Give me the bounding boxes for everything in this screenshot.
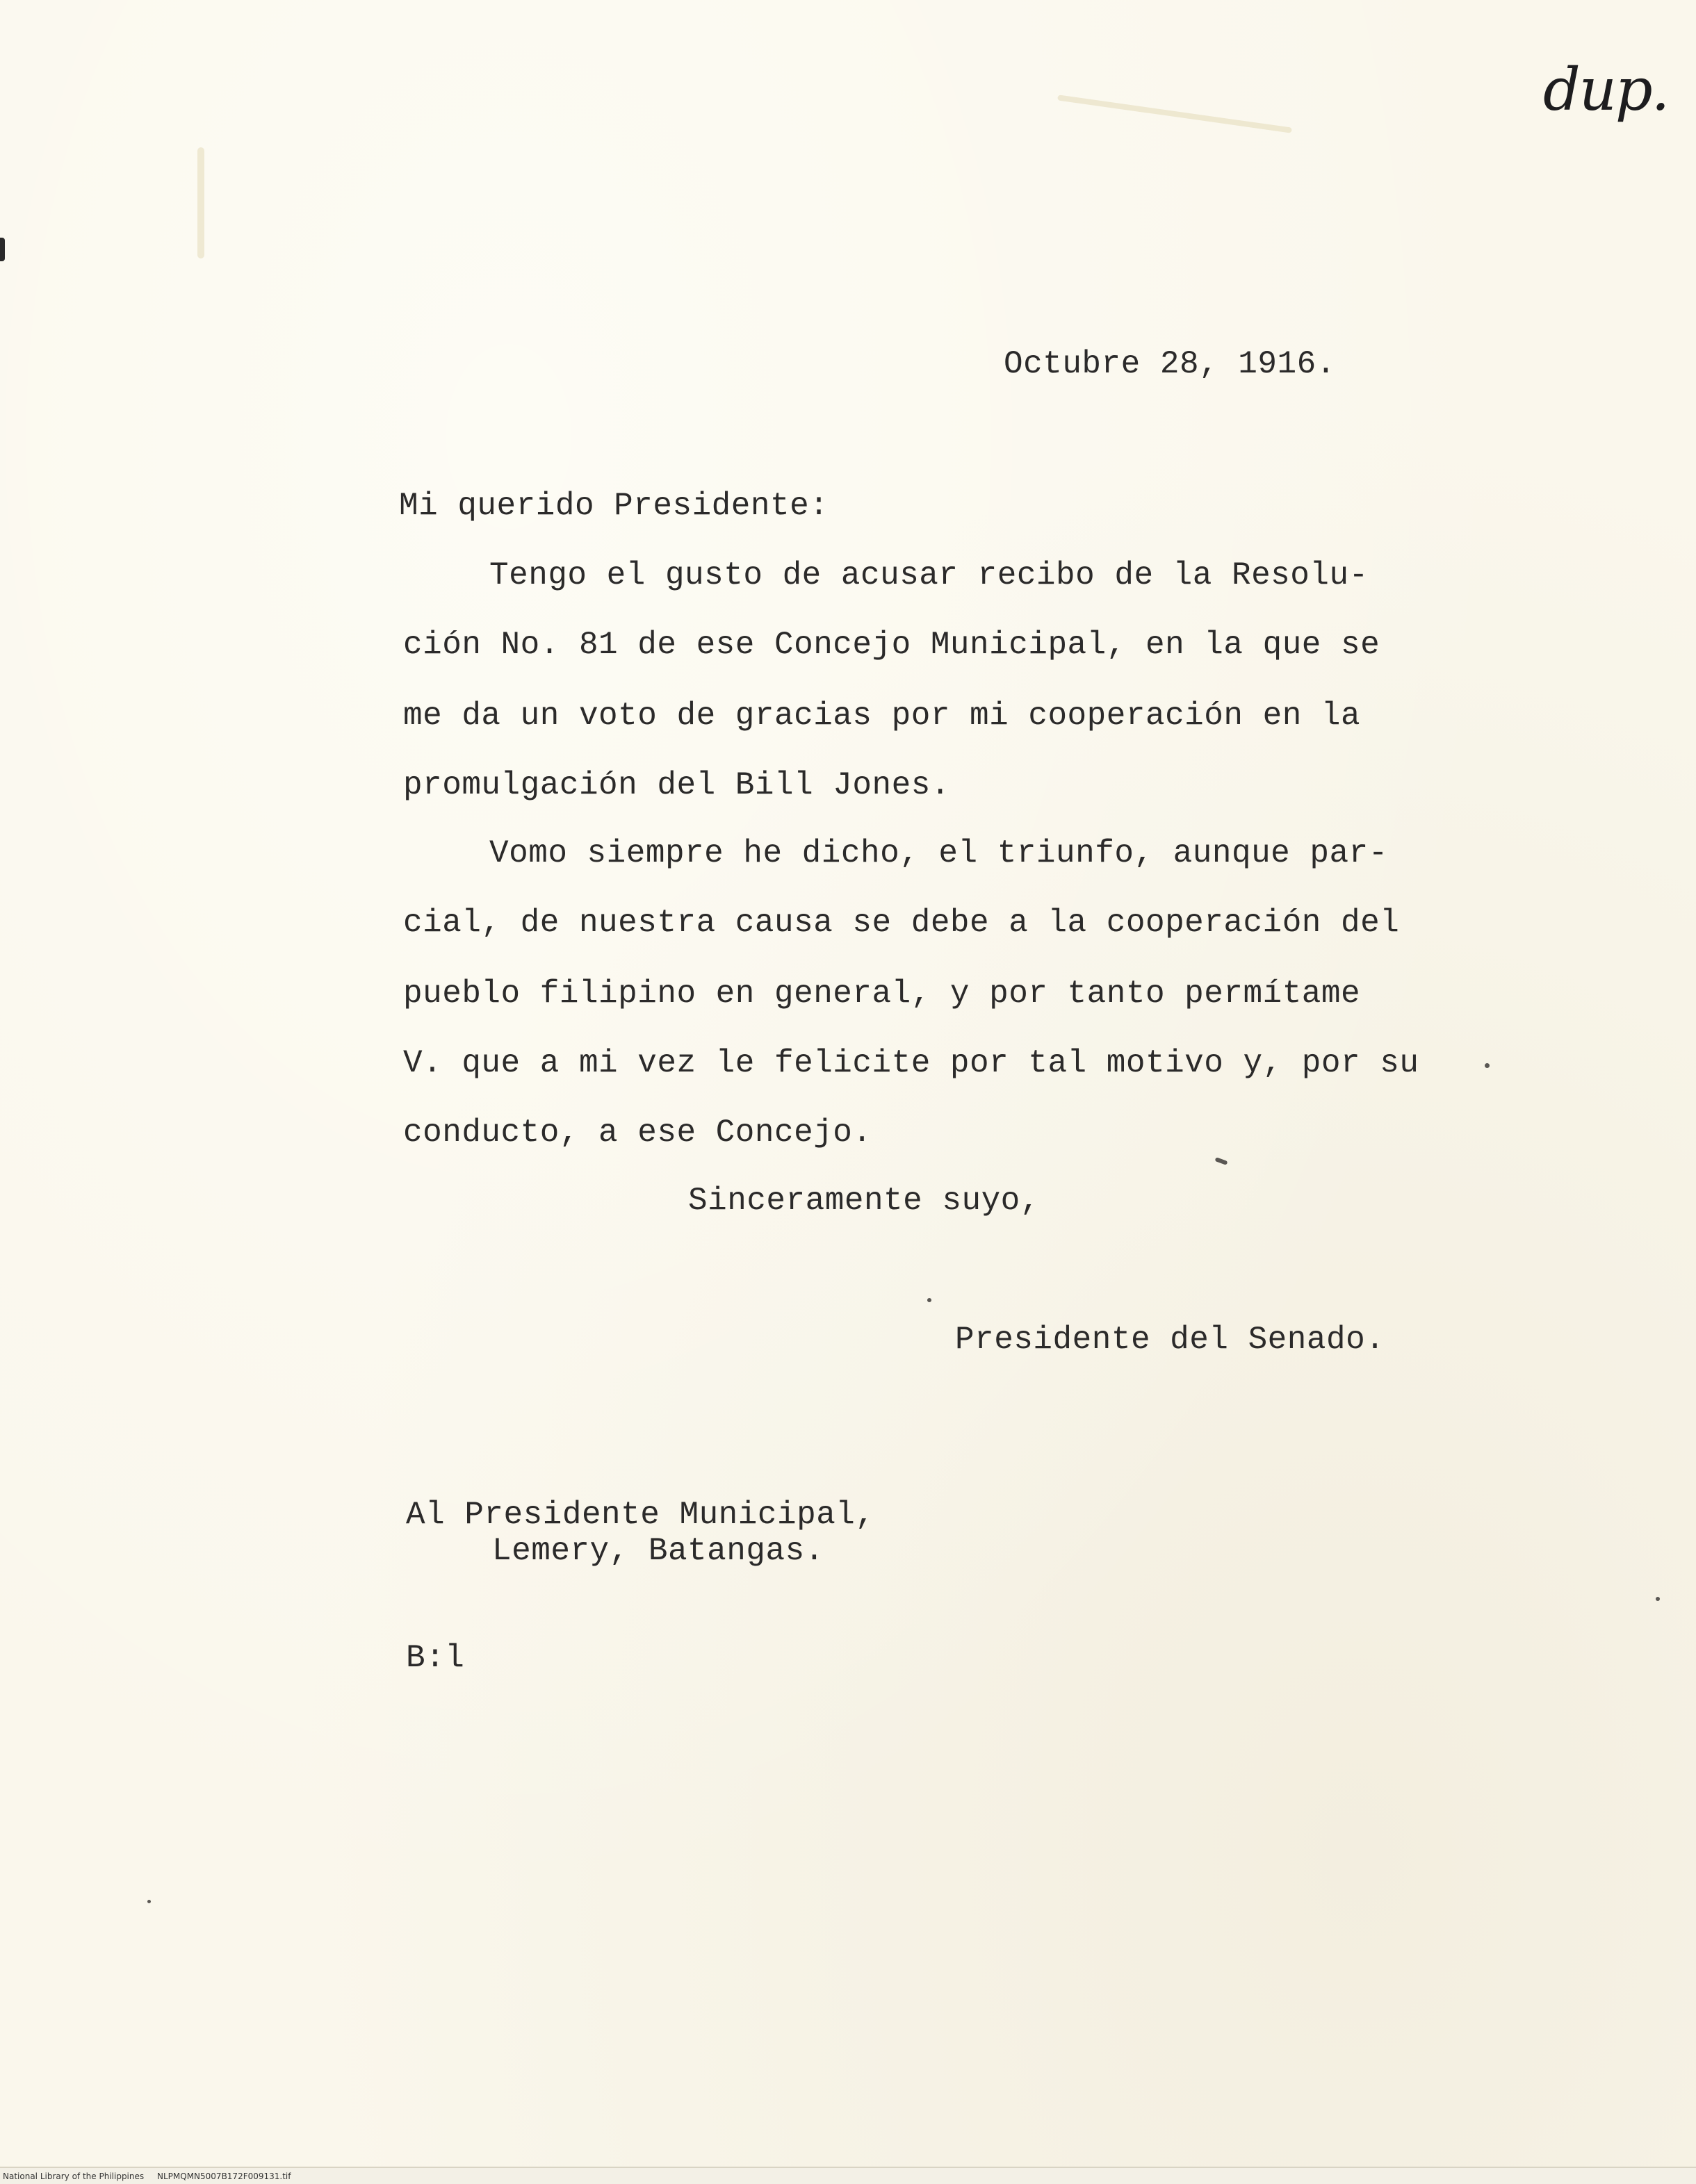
archive-file-id: NLPMQMN5007B172F009131.tif xyxy=(157,2171,291,2181)
paragraph-line: Vomo siempre he dicho, el triunfo, aunque par- xyxy=(489,835,1388,871)
paragraph-line: ción No. 81 de ese Concejo Municipal, en la que se xyxy=(403,627,1380,663)
paragraph-line: V. que a mi vez le felicite por tal motivo y, por su xyxy=(403,1045,1419,1081)
paper-speck xyxy=(1485,1063,1490,1068)
paragraph-line: conducto, a ese Concejo. xyxy=(403,1115,872,1151)
paragraph-line: promulgación del Bill Jones. xyxy=(403,767,950,803)
recipient-line: Lemery, Batangas. xyxy=(492,1533,824,1569)
paper-stain xyxy=(1057,95,1292,133)
paper-stain xyxy=(197,147,204,258)
paper-speck xyxy=(1656,1597,1660,1601)
closing: Sinceramente suyo, xyxy=(688,1183,1040,1219)
recipient-line: Al Presidente Municipal, xyxy=(406,1497,875,1533)
paragraph-line: pueblo filipino en general, y por tanto permítame xyxy=(403,976,1361,1012)
typist-initials: B:l xyxy=(406,1640,465,1676)
archive-footer xyxy=(0,2167,1696,2184)
paragraph-line: Tengo el gusto de acusar recibo de la Resolu- xyxy=(489,557,1369,593)
signature-title: Presidente del Senado. xyxy=(955,1322,1385,1358)
archive-library-name: National Library of the Philippines xyxy=(3,2171,145,2181)
salutation: Mi querido Presidente: xyxy=(399,488,829,524)
scan-edge-mark xyxy=(0,238,5,261)
paragraph-line: me da un voto de gracias por mi cooperación en la xyxy=(403,698,1361,734)
paragraph-line: cial, de nuestra causa se debe a la cooperación del xyxy=(403,905,1400,941)
paper-speck xyxy=(927,1298,931,1302)
paper-speck xyxy=(1215,1157,1228,1165)
paper-speck xyxy=(147,1900,151,1903)
letter-date: Octubre 28, 1916. xyxy=(1004,346,1336,382)
handwritten-annotation: dup. xyxy=(1543,56,1669,124)
